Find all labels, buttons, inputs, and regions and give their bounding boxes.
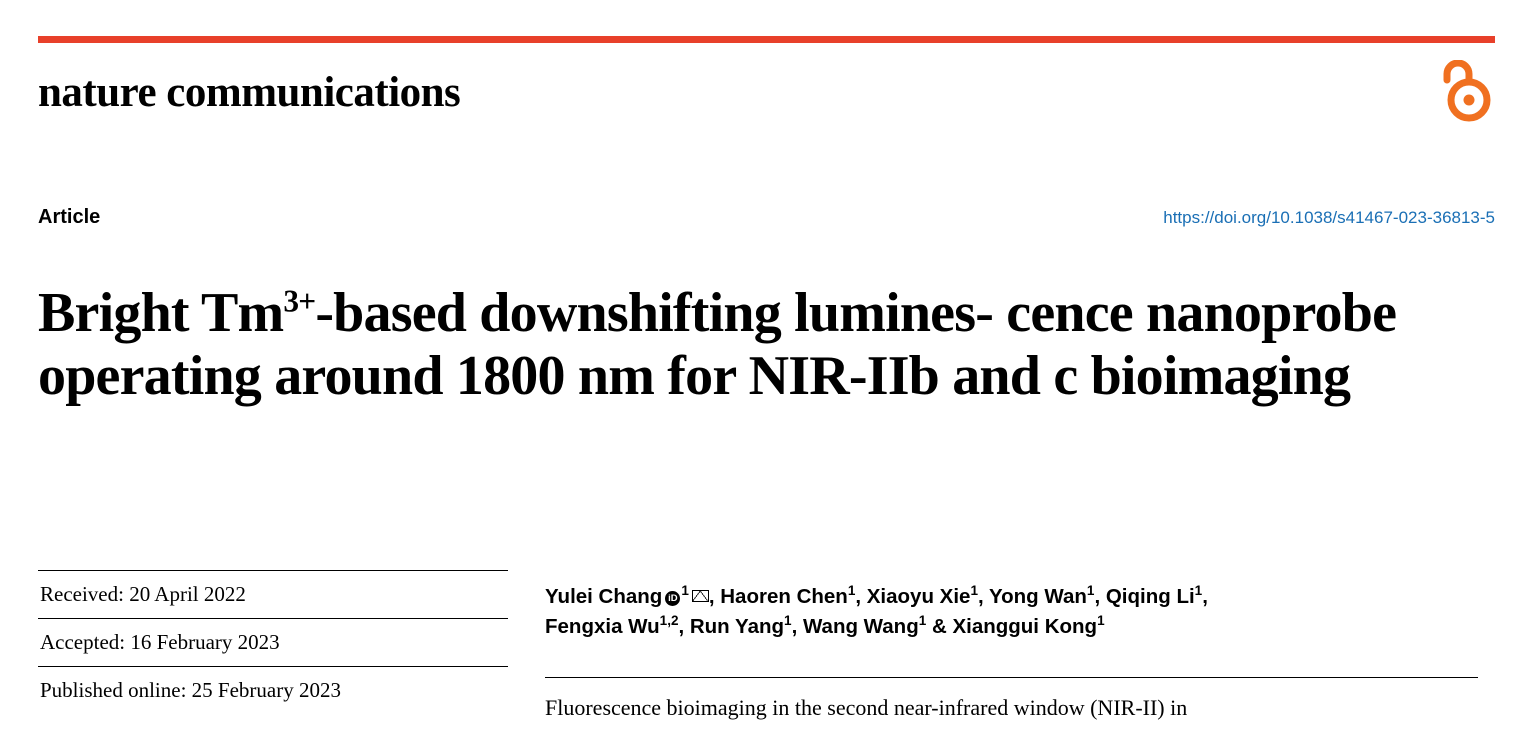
- author-affiliation-1: 1: [681, 583, 689, 599]
- title-line2: cence nanoprobe operating around 1800 nm: [38, 281, 1397, 407]
- received-date: Received: 20 April 2022: [40, 582, 246, 606]
- article-type-label: Article: [38, 206, 101, 228]
- author-affiliation-6: 1,2: [659, 612, 679, 628]
- doi-link[interactable]: https://doi.org/10.1038/s41467-023-36813-5: [1163, 208, 1495, 227]
- author-affiliation-8: 1: [918, 612, 927, 628]
- author-affiliation-4: 1: [1086, 583, 1095, 599]
- authors-and-abstract: [545, 570, 1478, 728]
- author-name-3: , Xiaoyu Xie: [855, 585, 971, 608]
- author-name-2: , Haoren Chen: [708, 585, 848, 608]
- title-line1-pre: Bright Tm: [38, 281, 284, 344]
- author-list: [545, 570, 1478, 641]
- author-name-7: , Run Yang: [678, 614, 785, 638]
- title-line1-post: -based downshifting lumines-: [315, 281, 994, 344]
- author-affiliation-2: 1: [847, 583, 856, 599]
- author-affiliation-9: 1: [1097, 612, 1105, 628]
- title-superscript: 3+: [283, 283, 316, 319]
- author-affiliation-3: 1: [970, 583, 978, 599]
- corresponding-author-email-icon[interactable]: [692, 590, 709, 602]
- author-affiliation-5: 1: [1194, 583, 1203, 599]
- author-name-6: Fengxia Wu: [545, 614, 660, 638]
- author-name-8: , Wang Wang: [791, 614, 919, 638]
- author-separator: ,: [1202, 585, 1208, 608]
- title-line3: for NIR-IIb and c bioimaging: [667, 344, 1351, 407]
- journal-name: nature communications: [38, 69, 461, 116]
- accepted-date: Accepted: 16 February 2023: [40, 630, 280, 654]
- open-access-lock-icon: [1439, 60, 1491, 122]
- header-accent-rule: [38, 36, 1495, 43]
- publication-history: [38, 570, 508, 714]
- author-name-9: & Xianggui Kong: [926, 614, 1098, 638]
- published-online-date: Published online: 25 February 2023: [40, 678, 341, 702]
- author-name-1: Yulei Chang: [545, 585, 663, 608]
- page-title: [38, 282, 1478, 409]
- abstract-text: Fluorescence bioimaging in the second near-infrared window (NIR-II) in: [545, 695, 1188, 721]
- article-meta-row: [38, 206, 1495, 232]
- orcid-icon[interactable]: iD: [665, 591, 680, 606]
- author-affiliation-7: 1: [784, 612, 792, 628]
- author-name-5: , Qiqing Li: [1094, 585, 1195, 608]
- journal-header: [38, 58, 1495, 128]
- author-name-4: , Yong Wan: [977, 585, 1087, 608]
